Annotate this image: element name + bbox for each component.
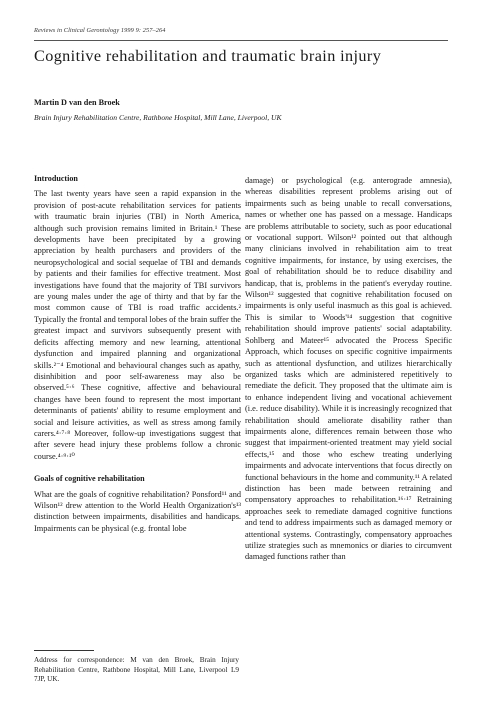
left-column	[34, 173, 241, 534]
introduction-heading: Introduction	[34, 174, 78, 183]
journal-header: Reviews in Clinical Gerontology 1999 9: 257–264	[34, 27, 166, 34]
header-rule	[34, 40, 448, 41]
footnote-rule	[34, 650, 94, 651]
author-name: Martin D van den Broek	[34, 98, 120, 107]
author-affiliation: Brain Injury Rehabilitation Centre, Rathbone Hospital, Mill Lane, Liverpool, UK	[34, 113, 282, 122]
goals-paragraph: What are the goals of cognitive rehabilitation? Ponsford¹¹ and Wilson¹² drew attention to the World Health Organization's¹³ distinction between impairments, disabilities and handicaps. Impairments can be physical (e.g. frontal lobe	[34, 489, 241, 533]
goals-heading: Goals of cognitive rehabilitation	[34, 474, 145, 484]
right-column	[245, 175, 452, 563]
right-column-paragraph: damage) or psychological (e.g. anterograde amnesia), whereas disabilities represent problems arising out of impairments such as being unable to recall conversations, names or whether one has passed on a message. Handicaps are problems attributable to society, such as poor educational or vocational support. Wilson¹² pointed out that although many clinicians involved in rehabilitation aim to treat cognitive impairments, for instance, by using exercises, the goal of rehabilitation should be to reduce disability and handicap, that is, problems in the patient's everyday routine. Wilson¹² suggested that cognitive rehabilitation focused on impairments is only useful inasmuch as this goal is achieved. This is similar to Woods'¹⁴ suggestion that cognitive rehabilitation should improve patients' social adaptability. Sohlberg and Mateer¹⁵ advocated the Process Specific Approach, which focuses on specific cognitive impairments such as attentional dysfunction, and utilizes hierarchically organized tasks which are administered repetitively to remediate the deficit. They proposed that the ultimate aim is to enhance independent living and vocational achievement (i.e. reduce disability). While it is increasingly recognized that rehabilitation should ameliorate disability rather than impairments alone, differences remain between those who suggest that impairment-oriented treatment may yield social effects,¹⁵ and those who eschew treating underlying impairments and advocate interventions that focus directly on functional behaviours in the home and community.¹¹ A related distinction has been made between retraining and compensatory approaches to rehabilitation.¹⁶·¹⁷ Retraining approaches seek to remediate damaged cognitive functions and tend to address impairments such as damaged memory or attentional systems. Contrastingly, compensatory approaches utilize strategies such as mnemonics or diaries to circumvent damaged functions rather than	[245, 176, 452, 562]
correspondence-footnote: Address for correspondence: M van den Broek, Brain Injury Rehabilitation Centre, Rathbone Hospital, Mill Lane, Liverpool L9 7JP, UK.	[34, 656, 239, 684]
article-title: Cognitive rehabilitation and traumatic brain injury	[34, 47, 382, 65]
introduction-paragraph: The last twenty years have seen a rapid expansion in the provision of post-acute rehabilitation services for patients with traumatic brain injuries (TBI) in North America, although such provision remains limited in Britain.¹ These developments have been precipitated by a growing appreciation by health purchasers and providers of the neuropsychological and social sequelae of TBI and demands by patients and their families for effective treatment. Most investigations have found that the majority of TBI survivors are young males under the age of thirty and that by far the most common cause of TBI is road traffic accidents.² Typically the frontal and temporal lobes of the brain suffer the greatest impact and survivors subsequently present with deficits affecting memory and new learning, attentional dysfunction and impaired planning and organizational skills.²⁻⁴ Emotional and behavioural changes such as apathy, disinhibition and poor self-awareness may also be observed.⁵·⁶ These cognitive, affective and behavioural changes have been found to represent the most important determinants of patients' ability to resume employment and social and leisure activities, as well as stress among family carers.⁴·⁷·⁸ Moreover, follow-up investigations suggest that after severe head injury these problems follow a chronic course.⁴·⁹·¹⁰	[34, 189, 241, 461]
